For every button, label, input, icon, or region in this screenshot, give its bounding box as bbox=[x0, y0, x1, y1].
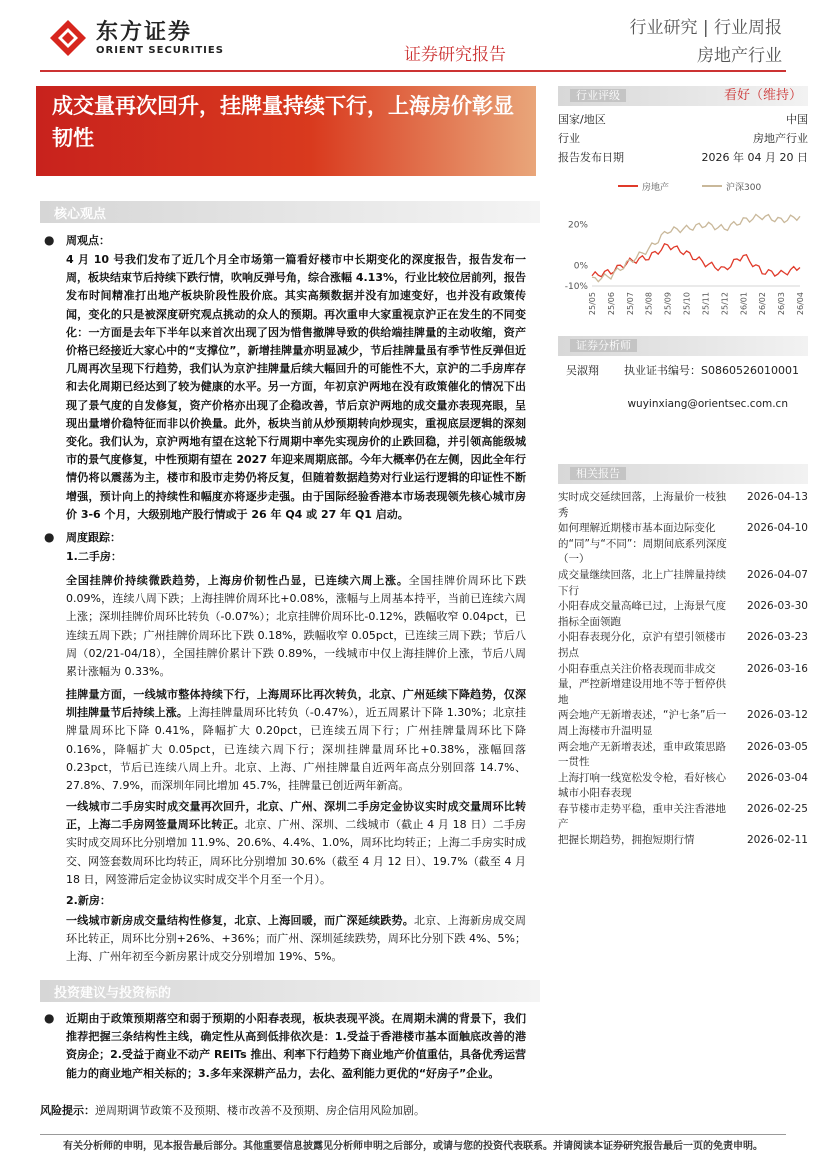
info-row bbox=[558, 148, 808, 167]
report-category bbox=[629, 14, 782, 70]
related-report-date: 2026-04-10 bbox=[746, 522, 808, 535]
y-tick-label: 20% bbox=[567, 220, 588, 231]
report-title: 成交量再次回升，挂牌量持续下行，上海房价彰显韧性 bbox=[52, 94, 514, 150]
listing-price-lead: 全国挂牌价持续微跌趋势，上海房价韧性凸显，已连续六周上涨。 bbox=[66, 574, 409, 587]
transaction-lead: 一线城市二手房实时成交量再次回升，北京、广州、深圳二手房定金协议实时成交量周环比转正，上海二手房网签量周环比转正。 bbox=[66, 800, 526, 832]
related-report-item[interactable] bbox=[558, 568, 808, 599]
listing-volume-lead: 挂牌量方面，一线城市整体持续下行，上海周环比再次转负，北京、广州延续下降趋势，仅深圳挂牌量节后持续上涨。 bbox=[66, 688, 526, 720]
risk-label: 风险提示： bbox=[40, 1104, 95, 1117]
y-tick-label: 0% bbox=[573, 261, 588, 272]
core-section-label: 核心观点 bbox=[54, 207, 107, 222]
logo-chinese-name: 东方证券 bbox=[96, 19, 193, 45]
listing-price-paragraph bbox=[66, 572, 526, 681]
analyst-email: wuyinxiang@orientsec.com.cn bbox=[627, 398, 788, 410]
related-report-date: 2026-04-07 bbox=[746, 568, 808, 581]
x-tick-label: 25/06 bbox=[606, 292, 616, 316]
analyst-panel bbox=[558, 336, 808, 410]
related-report-item[interactable] bbox=[558, 521, 808, 568]
related-report-title[interactable]: 两会地产无新增表述，“沪七条”后一周上海楼市升温明显 bbox=[558, 709, 727, 737]
related-report-date: 2026-03-16 bbox=[746, 662, 808, 675]
related-report-item[interactable] bbox=[558, 599, 808, 630]
core-section-header bbox=[40, 201, 540, 223]
transaction-paragraph bbox=[66, 798, 526, 889]
invest-section-label: 投资建议与投资标的 bbox=[54, 986, 172, 1001]
analyst-label: 证券分析师 bbox=[570, 339, 637, 352]
y-tick-label: -10% bbox=[564, 282, 588, 292]
related-report-item[interactable] bbox=[558, 833, 808, 849]
bullet-icon: ● bbox=[44, 233, 55, 247]
report-type: 证券研究报告 bbox=[404, 45, 506, 65]
related-report-item[interactable] bbox=[558, 630, 808, 661]
info-key: 行业 bbox=[558, 132, 580, 145]
second-hand-heading: 1.二手房： bbox=[66, 550, 122, 563]
related-report-title[interactable]: 小阳春表现分化，京沪有望引领楼市拐点 bbox=[558, 631, 726, 659]
company-logo bbox=[48, 18, 224, 58]
related-panel bbox=[558, 464, 808, 849]
series-line bbox=[592, 244, 800, 277]
footer-divider bbox=[40, 1134, 786, 1135]
x-tick-label: 26/02 bbox=[758, 292, 768, 316]
related-report-date: 2026-03-04 bbox=[746, 771, 808, 784]
weekly-view-label: 周观点： bbox=[66, 234, 110, 247]
info-key: 报告发布日期 bbox=[558, 151, 624, 164]
related-report-item[interactable] bbox=[558, 802, 808, 833]
rating-panel bbox=[558, 86, 808, 167]
listing-price-body: 全国挂牌价周环比下跌 0.09%，连续八周下跌；上海挂牌价周环比+0.08%，涨幅与上周基本持平，当前已连续六周上涨；深圳挂牌价周环比转负（-0.07%）；北京挂牌价周环比-0.12%，跌幅收窄 0.04pct，已连续五周下跌；广州挂牌价周环比下跌 0.18%，跌幅收窄 0.05pct，已连续三周下跌；节后八周（02/21-04/18），全国挂牌价累计下跌 0.89%，一线城市中仅上海挂牌价上涨，节后八周累计涨幅为 0.33%。 bbox=[66, 574, 526, 679]
analyst-row bbox=[558, 362, 808, 378]
bullet-icon: ● bbox=[44, 530, 55, 544]
bullet-icon: ● bbox=[44, 1011, 55, 1025]
analyst-header bbox=[558, 336, 808, 356]
related-report-title[interactable]: 如何理解近期楼市基本面边际变化的“同”与“不同”：周期间底系列深度（一） bbox=[558, 522, 727, 566]
x-tick-label: 25/11 bbox=[701, 292, 711, 316]
related-report-item[interactable] bbox=[558, 740, 808, 771]
related-report-item[interactable] bbox=[558, 490, 808, 521]
price-chart bbox=[558, 176, 808, 326]
info-key: 国家/地区 bbox=[558, 113, 606, 126]
risk-text: 逆周期调节政策不及预期、楼市改善不及预期、房企信用风险加剧。 bbox=[95, 1104, 425, 1117]
info-value: 2026 年 04 月 20 日 bbox=[701, 151, 808, 164]
info-value: 房地产行业 bbox=[753, 132, 808, 145]
x-tick-label: 25/07 bbox=[625, 292, 635, 316]
footer-disclaimer: 有关分析师的申明，见本报告最后部分。其他重要信息披露见分析师申明之后部分，或请与您的投资代表联系。并请阅读本证券研究报告最后一页的免责申明。 bbox=[63, 1141, 763, 1152]
report-category-line2: 房地产行业 bbox=[697, 46, 782, 66]
x-tick-label: 25/05 bbox=[588, 292, 597, 316]
info-row bbox=[558, 129, 808, 148]
x-tick-label: 25/09 bbox=[663, 292, 673, 316]
info-list bbox=[558, 110, 808, 167]
x-tick-label: 26/04 bbox=[796, 292, 805, 316]
related-report-title[interactable]: 小阳春成交量高峰已过，上海景气度指标全面领跑 bbox=[558, 600, 726, 628]
related-report-item[interactable] bbox=[558, 771, 808, 802]
chart-svg bbox=[558, 176, 808, 326]
related-report-title[interactable]: 实时成交延续回落，上海量价一枝独秀 bbox=[558, 491, 726, 519]
x-tick-label: 26/01 bbox=[739, 292, 749, 316]
x-tick-label: 25/08 bbox=[644, 292, 654, 316]
related-report-date: 2026-03-12 bbox=[746, 709, 808, 722]
analyst-name: 吴淑翔 bbox=[566, 364, 599, 377]
x-tick-label: 26/03 bbox=[777, 292, 787, 316]
related-report-item[interactable] bbox=[558, 662, 808, 709]
related-report-date: 2026-03-05 bbox=[746, 740, 808, 753]
listing-volume-paragraph bbox=[66, 686, 526, 795]
tracking-label: 周度跟踪： bbox=[66, 531, 121, 544]
transaction-body: 北京、广州、深圳、二线城市（截止 4 月 18 日）二手房实时成交周环比分别增加 11.9%、20.6%、4.4%、1.0%，周环比均转正；上海二手房实时成交、网签套数周环比均转正，周环比分别增加 30.6%（截至 4 月 12 日）、19.7%（截至 4 月 18 日，网签滞后定金协议实时成交半个月至一个月）。 bbox=[66, 818, 527, 886]
related-report-date: 2026-02-25 bbox=[746, 802, 808, 815]
x-tick-label: 25/12 bbox=[720, 292, 730, 316]
weekly-view-text: 4 月 10 号我们发布了近几个月全市场第一篇看好楼市中长期变化的深度报告，报告发布一周，板块结束节后持续下跌行情，吹响反弹号角，综合涨幅 4.13%，行业比较位居前列，报告发布时间精准打出地产板块阶段性股价底。其实高频数据并没有加速变好，也并没有政策传闻，变化的只是被深度研究观点挑动的众人的预期。再次重申大家重视京沪正在发生的不同变化：一方面是去年下半年以来首次出现了因为惜售撤牌导致的供给端挂牌量的主动收缩，资产价格已经接近大家心中的“支撑位”，新增挂牌量亦明显减少，节后挂牌量虽有季节性反弹但近几周再次呈现下行趋势，我们认为京沪挂牌量后续大幅回升的可能性不大，京沪的二手房库存和去化周期已经达到了较为健康的水平。另一方面，年初京沪两地在没有政策催化的情况下出现了景气度的自发修复，资产价格亦出现了企稳改善，节后京沪两地的成交量亦表现亮眼，呈现出量增价稳特征而非以价换量。此外，板块当前从炒预期转向炒现实，重视底层逻辑的深刻变化。我们认为，京沪两地有望在这轮下行周期中率先实现房价的止跌回稳，并引领高能级城市的景气度修复，中性预期有望在 2027 年迎来周期底部。今年大概率仍在左侧，因此全年行情仍将以震荡为主，楼市和股市走势仍将反复，但随着数据趋势对行业运行逻辑的印证性不断增强，预计向上的持续性和幅度亦将逐步走强。由于国际经验香港本市场表现领先核心城市房价 3-6 个月，大级别地产股行情或于 26 年 Q4 或 27 年 Q1 启动。 bbox=[66, 253, 526, 521]
related-report-title[interactable]: 成交量继续回落，北上广挂牌量持续下行 bbox=[558, 568, 726, 597]
title-banner bbox=[36, 86, 536, 176]
info-value: 中国 bbox=[786, 113, 808, 126]
listing-volume-body: 上海挂牌量周环比转负（-0.47%），近五周累计下降 1.30%；北京挂牌量周环比下降 0.41%，降幅扩大 0.20pct，已连续五周下行；广州挂牌量周环比下降 0.16%，降幅扩大 0.05pct，已连续六周下行；深圳挂牌量周环比+0.38%，涨幅回落 0.23pct，节后已连续八周上升。北京、上海、广州挂牌量自近两年高点分别回落 14.7%、27.8%、7.9%，而深圳年同比增加 45.7%，挂牌量已创近两年新高。 bbox=[66, 706, 527, 793]
x-tick-label: 25/10 bbox=[682, 292, 692, 316]
related-label: 相关报告 bbox=[570, 467, 626, 480]
related-report-title[interactable]: 上海打响一线宽松发令枪，看好核心城市小阳春表现 bbox=[558, 771, 726, 800]
logo-english-name: ORIENT SECURITIES bbox=[96, 44, 224, 56]
related-list bbox=[558, 490, 808, 849]
new-house-paragraph bbox=[66, 912, 526, 967]
related-report-title[interactable]: 把握长期趋势，拥抱短期行情 bbox=[558, 834, 695, 847]
related-report-date: 2026-03-30 bbox=[746, 600, 808, 613]
invest-paragraph: 近期由于政策预期落空和弱于预期的小阳春表现，板块表现平淡。在周期未满的背景下，我们推荐把握三条结构性主线，确定性从高到低排依次是：1.受益于香港楼市基本面触底改善的港资房企；2.受益于商业不动产 REITs 推出、利率下行趋势下商业地产价值重估，具备优秀运营能力的商业地产相关标的；3.多年来深耕产品力，去化、盈利能力更优的“好房子”企业。 bbox=[66, 1012, 526, 1080]
logo-icon bbox=[48, 18, 88, 58]
related-report-date: 2026-04-13 bbox=[746, 491, 808, 503]
related-report-title[interactable]: 两会地产无新增表述，重申政策思路一贯性 bbox=[558, 740, 726, 769]
new-house-heading: 2.新房： bbox=[66, 894, 111, 907]
new-house-lead: 一线城市新房成交量结构性修复，北京、上海回暖，而广深延续跌势。 bbox=[66, 914, 414, 927]
analyst-cert: 执业证书编号：S0860526010001 bbox=[624, 364, 799, 377]
related-report-date: 2026-03-23 bbox=[746, 631, 808, 644]
report-category-line1: 行业研究 | 行业周报 bbox=[629, 18, 782, 38]
rating-header bbox=[558, 86, 808, 106]
related-report-title[interactable]: 小阳春重点关注价格表现而非成交量，严控新增建设用地不等于暂停供地 bbox=[558, 662, 726, 706]
related-header bbox=[558, 464, 808, 484]
series-line bbox=[592, 214, 800, 281]
related-report-title[interactable]: 春节楼市走势平稳，重申关注香港地产 bbox=[558, 802, 726, 831]
rating-value: 看好（维持） bbox=[723, 88, 802, 103]
related-report-item[interactable] bbox=[558, 708, 808, 739]
new-house-body: 北京、上海新房成交周环比转正，周环比分别+26%、+36%；而广州、深圳延续跌势，周环比分别下跌 4%、5%；上海、广州年初至今新房累计成交分别增加 19%、5%。 bbox=[66, 914, 527, 964]
info-row bbox=[558, 110, 808, 129]
header-divider bbox=[40, 70, 786, 72]
invest-section-header bbox=[40, 980, 540, 1002]
legend-label: 沪深300 bbox=[726, 183, 762, 193]
rating-label: 行业评级 bbox=[570, 89, 626, 102]
related-report-date: 2026-02-11 bbox=[746, 834, 808, 847]
risk-paragraph bbox=[40, 1102, 540, 1120]
legend-label: 房地产 bbox=[642, 183, 670, 193]
